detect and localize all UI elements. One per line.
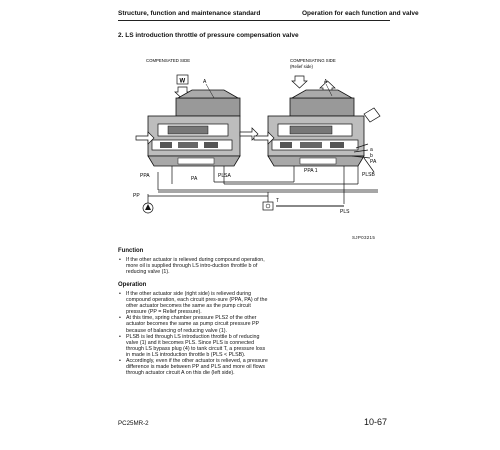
label-w: W: [179, 78, 186, 85]
operation-list: [118, 291, 268, 376]
page-number: 10-67: [364, 417, 388, 427]
label-pa-left: PA: [191, 176, 198, 182]
operation-item: • At this time, spring chamber pressure PLS2 of the other actuator becomes the same as pump circuit pressure PP because of balancing of reducing valve (1).: [118, 315, 268, 333]
operation-item: • If the other actuator side (right side) is relieved during compound operation, each circuit pres-sure (PPA, PA) of the other actuator becomes the same as the pump circuit pressure (PP = Relief pressure).: [118, 291, 268, 315]
header-rule: [118, 20, 390, 21]
left-valve-body: [136, 90, 258, 166]
hydraulic-valve-diagram: [118, 54, 398, 244]
right-caption-line1: COMPENSATING SIDE: [290, 58, 336, 63]
label-plsa: PLSA: [218, 173, 231, 179]
flow-arrow-right-top: [292, 76, 307, 88]
label-pls: PLS: [340, 209, 350, 215]
label-t: T: [276, 198, 280, 204]
function-heading: Function: [118, 248, 144, 254]
label-pa-right: PA: [370, 159, 377, 165]
right-valve-body: [254, 90, 380, 166]
function-list: [118, 257, 268, 275]
label-ppa1: PPA 1: [304, 168, 318, 174]
label-a-left: A: [203, 79, 207, 85]
label-pp: PP: [133, 193, 140, 199]
label-b: b: [370, 153, 373, 159]
right-caption-line2: (Relief side): [290, 64, 313, 69]
function-item: • If the other actuator is relieved during compound operation, more oil is supplied through LS intro-duction throttle b of reducing valve (1).: [118, 257, 268, 275]
header-right-title: Operation for each function and valve: [302, 10, 419, 17]
label-a-lower: a: [370, 147, 373, 153]
header-left-title: Structure, function and maintenance standard: [118, 10, 261, 17]
footer-model: PC25MR-2: [118, 420, 149, 427]
section-title: 2. LS introduction throttle of pressure compensation valve: [118, 32, 299, 39]
label-a-right: A: [324, 79, 328, 85]
operation-item: • PLSB is led through LS introduction throttle b of reducing valve (1) and it becomes PLS. Since PLS is connected through LS bypass plug (4) to tank circuit T, a pressure loss in made in LS introduction throttle b (PLS < PLSB).: [118, 334, 268, 358]
label-ppa: PPA: [140, 173, 150, 179]
operation-heading: Operation: [118, 282, 147, 288]
operation-item: • Accordingly, even if the other actuator is relieved, a pressure difference is made between PP and PLS and more oil flows through actuator circuit A on this die (left side).: [118, 358, 268, 376]
label-plsb: PLSB: [362, 172, 375, 178]
tank-symbol: [263, 202, 273, 210]
left-caption: COMPENSATED SIDE: [146, 58, 191, 63]
diagram-code: SJP03215: [352, 235, 376, 240]
